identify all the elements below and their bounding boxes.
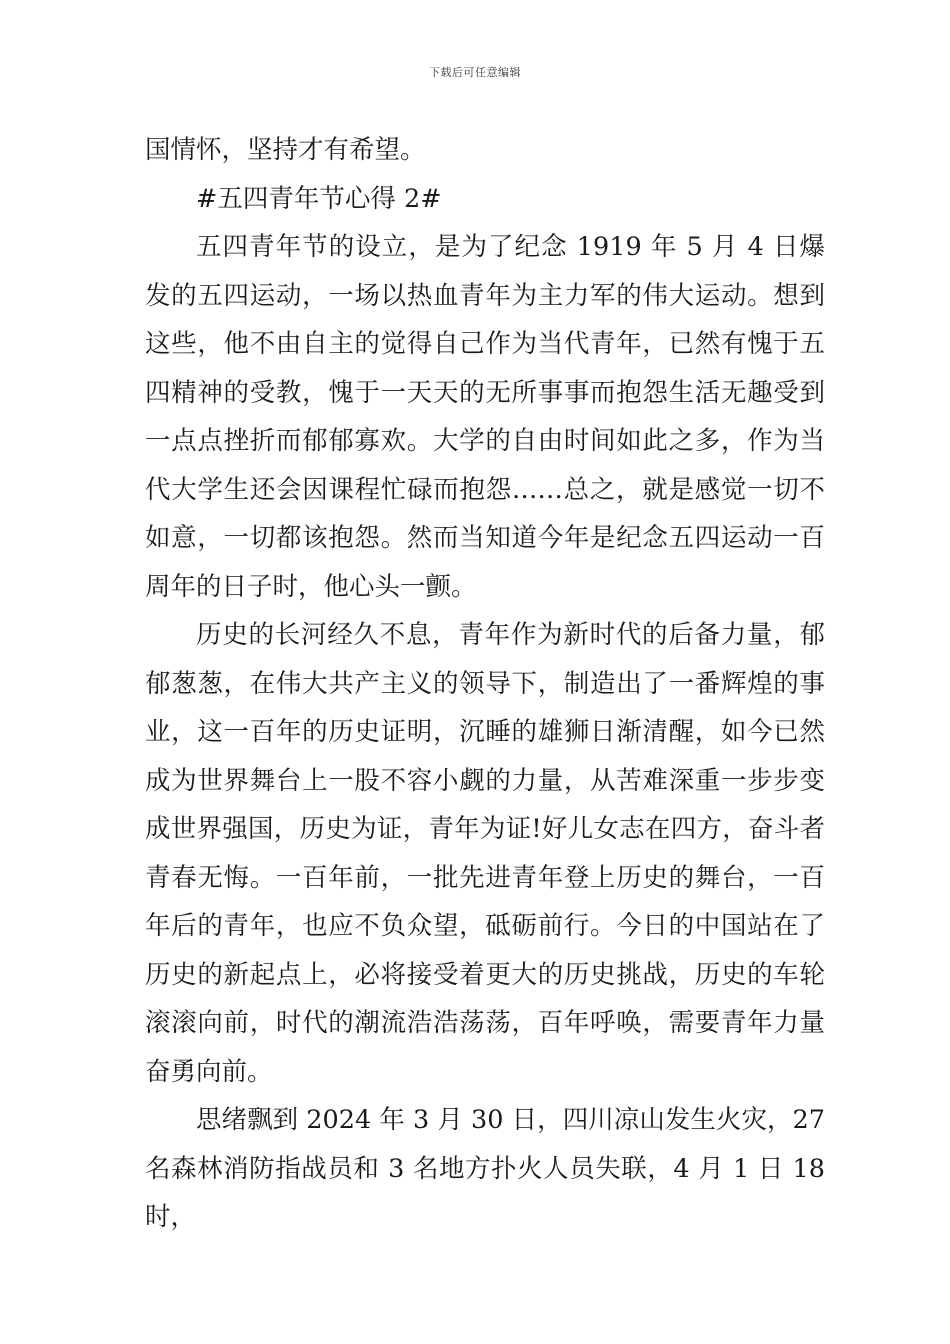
paragraph-continuation: 国情怀，坚持才有希望。: [145, 135, 426, 165]
paragraph: 五四青年节的设立，是为了纪念 1919 年 5 月 4 日爆发的五四运动，一场以热血青年为主力军的伟大运动。想到这些，他不由自主的觉得自己作为当代青年，已然有愧于五四精神的受教，愧于一天天的无所事事而抱怨生活无趣受到一点点挫折而郁郁寡欢。大学的自由时间如此之多，作为当代大学生还会因课程忙碌而抱怨……总之，就是感觉一切不如意，一切都该抱怨。然而当知道今年是纪念五四运动一百周年的日子时，他心头一颤。: [145, 232, 825, 602]
page-header: 下载后可任意编辑: [429, 66, 521, 79]
section-heading: #五四青年节心得 2#: [196, 183, 442, 214]
paragraph: 历史的长河经久不息，青年作为新时代的后备力量，郁郁葱葱，在伟大共产主义的领导下，制造出了一番辉煌的事业，这一百年的历史证明，沉睡的雄狮日渐清醒，如今已然成为世界舞台上一股不容小觑的力量，从苦难深重一步步变成世界强国，历史为证，青年为证!好儿女志在四方，奋斗者青春无悔。一百年前，一批先进青年登上历史的舞台，一百年后的青年，也应不负众望，砥砺前行。今日的中国站在了历史的新起点上，必将接受着更大的历史挑战，历史的车轮滚滚向前，时代的潮流浩浩荡荡，百年呼唤，需要青年力量奋勇向前。: [145, 620, 825, 1087]
document-body: [145, 126, 825, 1242]
paragraph: 思绪飘到 2024 年 3 月 30 日，四川凉山发生火灾，27 名森林消防指战员和 3 名地方扑火人员失联，4 月 1 日 18 时，: [145, 1105, 825, 1232]
